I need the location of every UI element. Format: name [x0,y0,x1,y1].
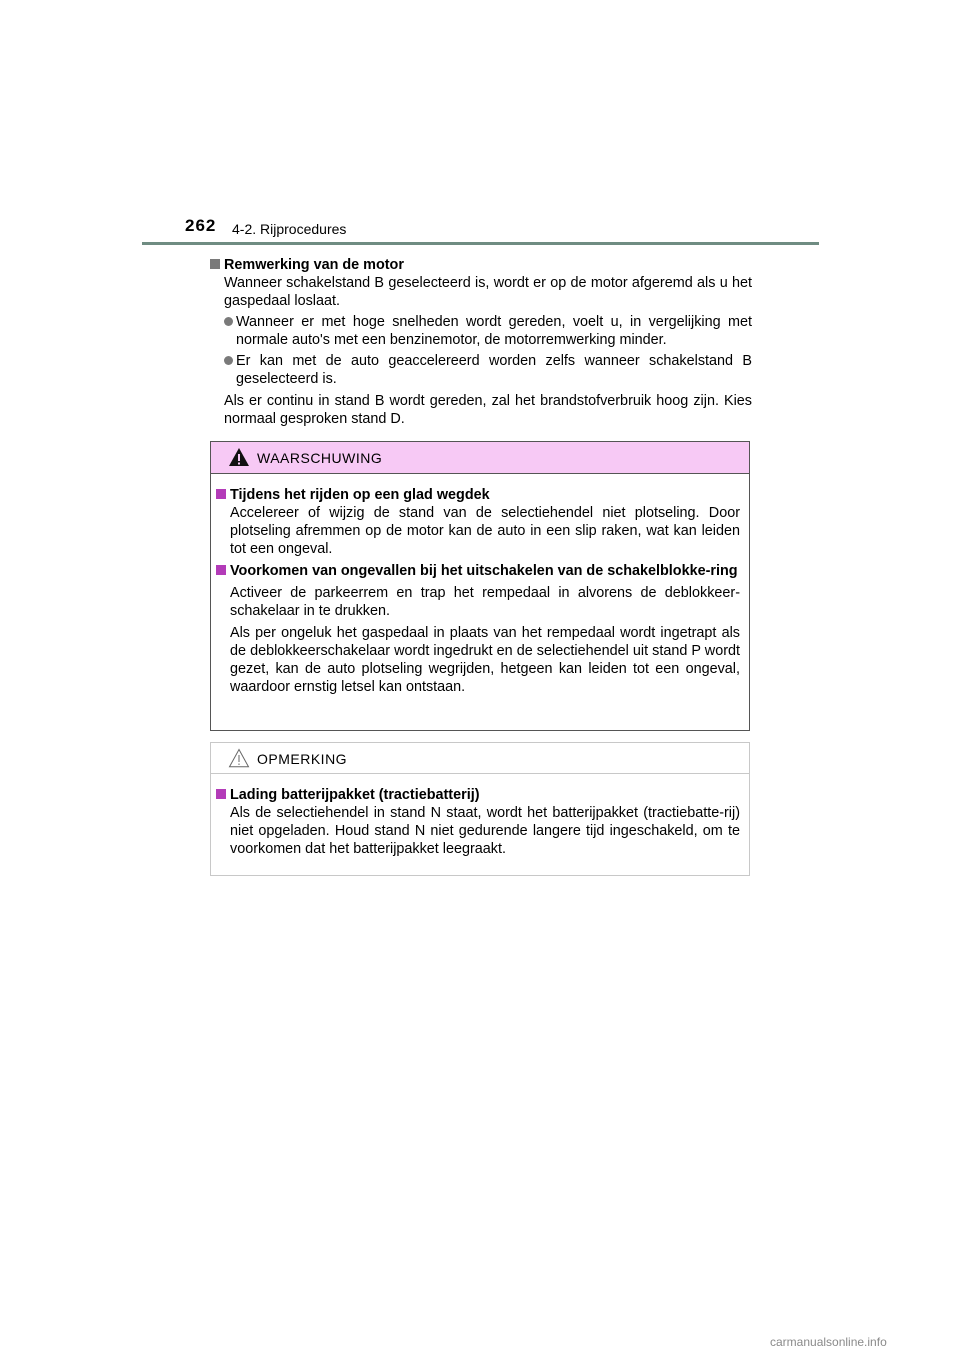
section-title: 4-2. Rijprocedures [232,221,347,237]
section-heading [210,256,752,274]
page-number: 262 [185,216,217,235]
warning-header [211,442,749,474]
list-item [210,313,752,349]
note-box [210,742,750,876]
square-bullet-icon [216,789,226,799]
site-watermark: carmanualsonline.info [770,1335,887,1349]
square-bullet-icon [216,489,226,499]
intro-paragraph: Wanneer schakelstand B geselecteerd is, wordt er op de motor afgeremd als u het gaspedaal loslaat. [224,275,752,309]
page-header [0,0,960,250]
outro-paragraph: Als er continu in stand B wordt gereden, zal het brandstofverbruik hoog zijn. Kies normaal gesproken stand D. [224,393,752,427]
note-header [211,743,749,774]
warning-box [210,441,750,731]
warning-heading [216,486,740,504]
warning-body [211,474,749,696]
circle-bullet-icon [224,356,233,365]
square-bullet-icon [216,565,226,575]
caution-triangle-icon [228,748,250,768]
list-item-text: Wanneer er met hoge snelheden wordt gereden, voelt u, in vergelijking met normale auto's met een benzinemotor, de motorremwerking minder. [236,314,752,348]
heading-text: Remwerking van de motor [224,257,404,273]
note-heading [216,786,740,804]
list-item-text: Er kan met de auto geaccelereerd worden zelfs wanneer schakelstand B geselecteerd is. [236,353,752,387]
warning-paragraph: Accelereer of wijzig de stand van de selectiehendel niet plotseling. Door plotseling afremmen op de motor kan de auto in een slip raken, wat kan leiden tot een ongeval. [230,505,740,557]
warning-triangle-icon [228,447,250,467]
heading-text: Lading batterijpakket (tractiebatterij) [230,787,480,803]
main-content [210,256,752,428]
heading-text: Voorkomen van ongevallen bij het uitschakelen van de schakelblokke-ring [230,563,738,579]
heading-text: Tijdens het rijden op een glad wegdek [230,487,490,503]
square-bullet-icon [210,259,220,269]
header-rule [142,242,819,245]
warning-heading [216,562,740,580]
warning-paragraph: Activeer de parkeerrem en trap het rempedaal in alvorens de deblokkeer-schakelaar in te drukken. [230,585,740,619]
list-item [210,352,752,388]
note-body [211,774,749,858]
note-title: OPMERKING [257,751,348,767]
warning-title: WAARSCHUWING [257,450,383,466]
circle-bullet-icon [224,317,233,326]
note-paragraph: Als de selectiehendel in stand N staat, wordt het batterijpakket (tractiebatte-rij) niet opgeladen. Houd stand N niet gedurende langere tijd ingeschakeld, om te voorkomen dat het batterijpakket leegraakt. [230,805,740,857]
warning-paragraph: Als per ongeluk het gaspedaal in plaats van het rempedaal wordt ingetrapt als de deblokkeerschakelaar wordt ingedrukt en de selectiehendel uit stand P wordt gezet, kan de auto plotseling wegrijden, hetgeen kan leiden tot een ongeval, waardoor ernstig letsel kan ontstaan. [230,625,740,695]
